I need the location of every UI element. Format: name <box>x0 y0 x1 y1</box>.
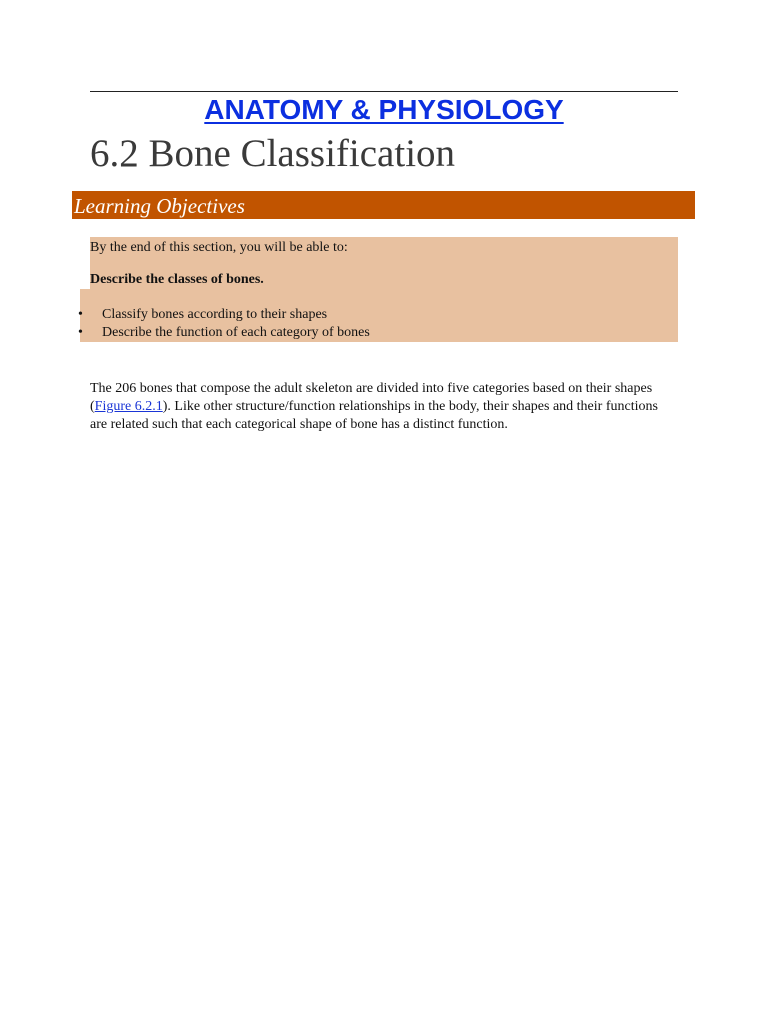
learning-objectives-header <box>72 191 695 219</box>
list-item-text: Describe the function of each category of bones <box>102 325 370 340</box>
site-title-link[interactable]: ANATOMY & PHYSIOLOGY <box>204 94 564 125</box>
body-paragraph <box>90 380 670 434</box>
bullet-icon: • <box>78 325 83 340</box>
list-item <box>78 324 370 342</box>
body-text-end: ). Like other structure/function relationships in the body, their shapes and their functions are related such that each categorical shape of bone has a distinct function. <box>90 399 658 432</box>
list-item-text: Classify bones according to their shapes <box>102 307 328 322</box>
bullet-icon: • <box>78 307 83 322</box>
figure-link[interactable]: Figure 6.2.1 <box>94 399 163 414</box>
page-title: 6.2 Bone Classification <box>90 132 456 175</box>
learning-objectives-list <box>78 306 370 342</box>
learning-objectives-heading: Learning Objectives <box>74 194 245 218</box>
learning-objectives-intro: By the end of this section, you will be able to: <box>90 240 348 255</box>
learning-objectives-subheading: Describe the classes of bones. <box>90 272 264 287</box>
list-item <box>78 306 370 324</box>
body-text-start: The 206 bones that compose the adult skeleton are divided into five categories based on their shapes ( <box>90 381 653 414</box>
